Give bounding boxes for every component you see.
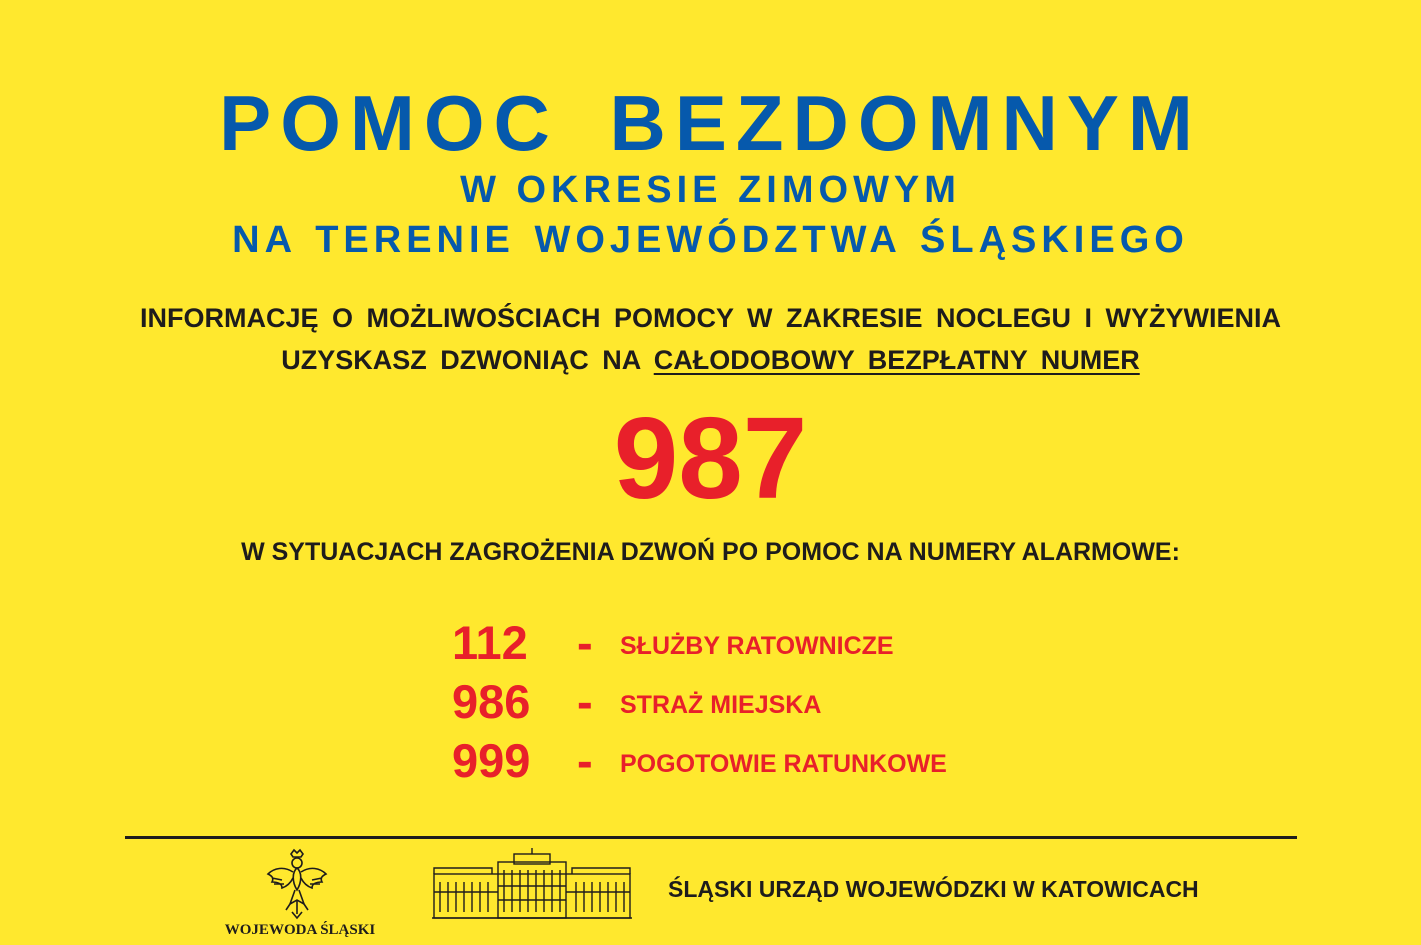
subtitle-region: NA TERENIE WOJEWÓDZTWA ŚLĄSKIEGO — [232, 219, 1189, 261]
polish-eagle-emblem-icon — [262, 848, 332, 920]
emergency-label: POGOTOWIE RATUNKOWE — [620, 750, 947, 778]
hotline-number: 987 — [613, 393, 808, 523]
info-text-line2 — [0, 342, 1421, 378]
emergency-number: 986 — [452, 675, 531, 728]
emergency-number: 112 — [452, 616, 528, 669]
info-text-underlined: CAŁODOBOWY BEZPŁATNY NUMER — [653, 345, 1140, 375]
office-name: ŚLĄSKI URZĄD WOJEWÓDZKI W KATOWICACH — [668, 876, 1199, 902]
info-text-prefix: UZYSKASZ DZWONIĄC NA — [281, 345, 654, 375]
emergency-label: STRAŻ MIEJSKA — [620, 691, 822, 719]
page-title: POMOC BEZDOMNYM — [219, 79, 1202, 167]
emergency-dash: - — [577, 616, 593, 669]
footer-divider — [125, 836, 1297, 839]
alarm-numbers-heading: W SYTUACJACH ZAGROŻENIA DZWOŃ PO POMOC NA NUMERY ALARMOWE: — [241, 538, 1180, 566]
info-text-line1: INFORMACJĘ O MOŻLIWOŚCIACH POMOCY W ZAKRESIE NOCLEGU I WYŻYWIENIA — [140, 303, 1281, 333]
subtitle-season: W OKRESIE ZIMOWYM — [460, 169, 961, 211]
emergency-dash: - — [577, 675, 593, 728]
office-building-icon — [432, 848, 632, 922]
emergency-dash: - — [577, 734, 593, 787]
voivode-label: WOJEWODA ŚLĄSKI — [224, 922, 376, 938]
emergency-label: SŁUŻBY RATOWNICZE — [620, 632, 894, 660]
emergency-number: 999 — [452, 734, 531, 787]
